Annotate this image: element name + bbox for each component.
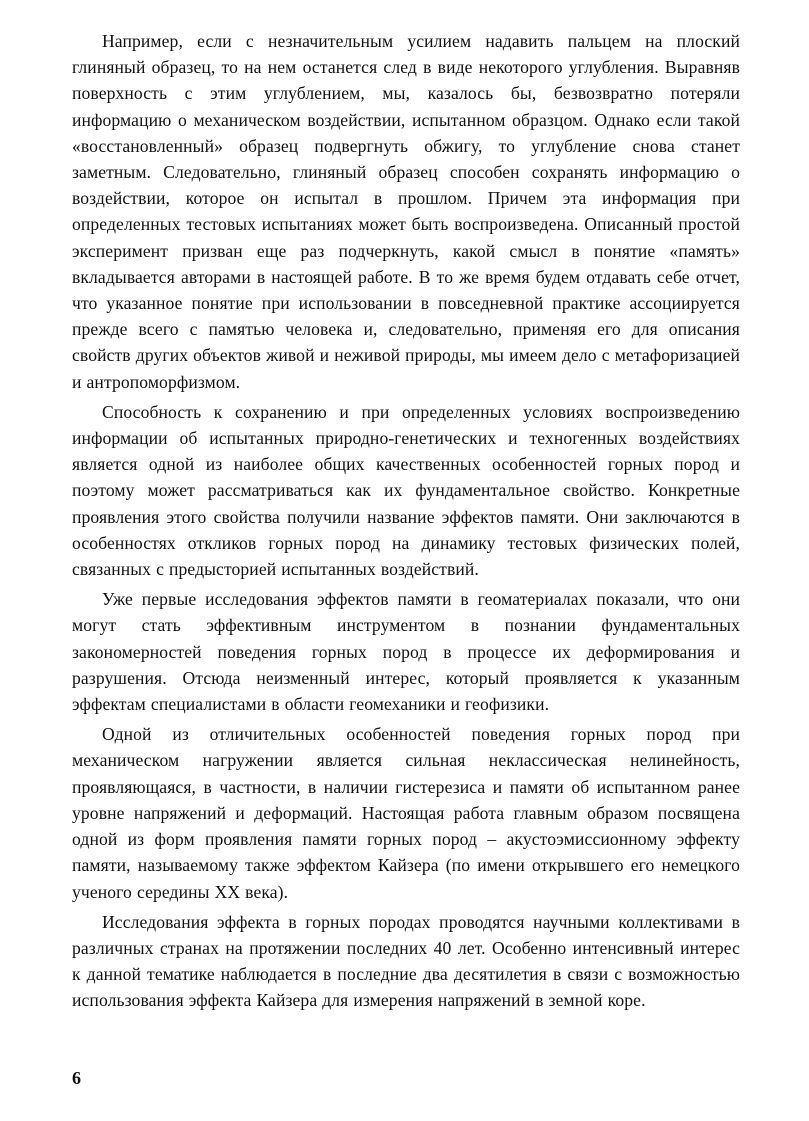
paragraph-4: Одной из отличительных особенностей поведения горных пород при механическом нагружении является сильная неклассическая нелинейность, проявляющаяся, в частности, в наличии гистерезиса и памяти об испытанном ранее уровне напряжений и деформаций. Настоящая работа главным образом посвящена одной из форм проявления памяти горных пород – акустоэмиссионному эффекту памяти, называемому также эффектом Кайзера (по имени открывшего его немецкого ученого середины XX века). (72, 724, 740, 902)
paragraph-2: Способность к сохранению и при определенных условиях воспроизведению информации об испытанных природно-генетических и техногенных воздействиях является одной из наиболее общих качественных особенностей горных пород и поэтому может рассматриваться как их фундаментальное свойство. Конкретные проявления этого свойства получили название эффектов памяти. Они заключаются в особенностях откликов горных пород на динамику тестовых физических полей, связанных с предысторией испытанных воздействий. (72, 401, 740, 580)
paragraph-1: Например, если с незначительным усилием надавить пальцем на плоский глиняный образец, то на нем останется след в виде некоторого углубления. Выравняв поверхность с этим углублением, мы, казалось бы, безвозвратно потеряли информацию о механическом воздействии, испытанном образцом. Однако если такой «восстановленный» образец подвергнуть обжигу, то углубление снова станет заметным. Следовательно, глиняный образец способен сохранять информацию о воздействии, которое он испытал в прошлом. Причем эта информация при определенных тестовых испытаниях может быть воспроизведена. Описанный простой эксперимент призван еще раз подчеркнуть, какой смысл в понятие «память» вкладывается авторами в настоящей работе. В то же время будем отдавать себе отчет, что указанное понятие при использовании в повседневной практике ассоциируется прежде всего с памятью человека и, следовательно, применяя его для описания свойств других объектов живой и неживой природы, мы имеем дело с метафоризацией и антропоморфизмом. (72, 31, 740, 392)
page-number: 6 (72, 1068, 81, 1088)
page-body (72, 28, 740, 1108)
paragraph-3: Уже первые исследования эффектов памяти в геоматериалах показали, что они могут стать эффективным инструментом в познании фундаментальных закономерностей поведения горных пород в процессе их деформирования и разрушения. Отсюда неизменный интерес, который проявляется к указанным эффектам специалистами в области геомеханики и геофизики. (72, 589, 740, 715)
paragraph-5: Исследования эффекта в горных породах проводятся научными коллективами в различных странах на протяжении последних 40 лет. Особенно интенсивный интерес к данной тематике наблюдается в последние два десятилетия в связи с возможностью использования эффекта Кайзера для измерения напряжений в земной коре. (72, 911, 740, 1011)
